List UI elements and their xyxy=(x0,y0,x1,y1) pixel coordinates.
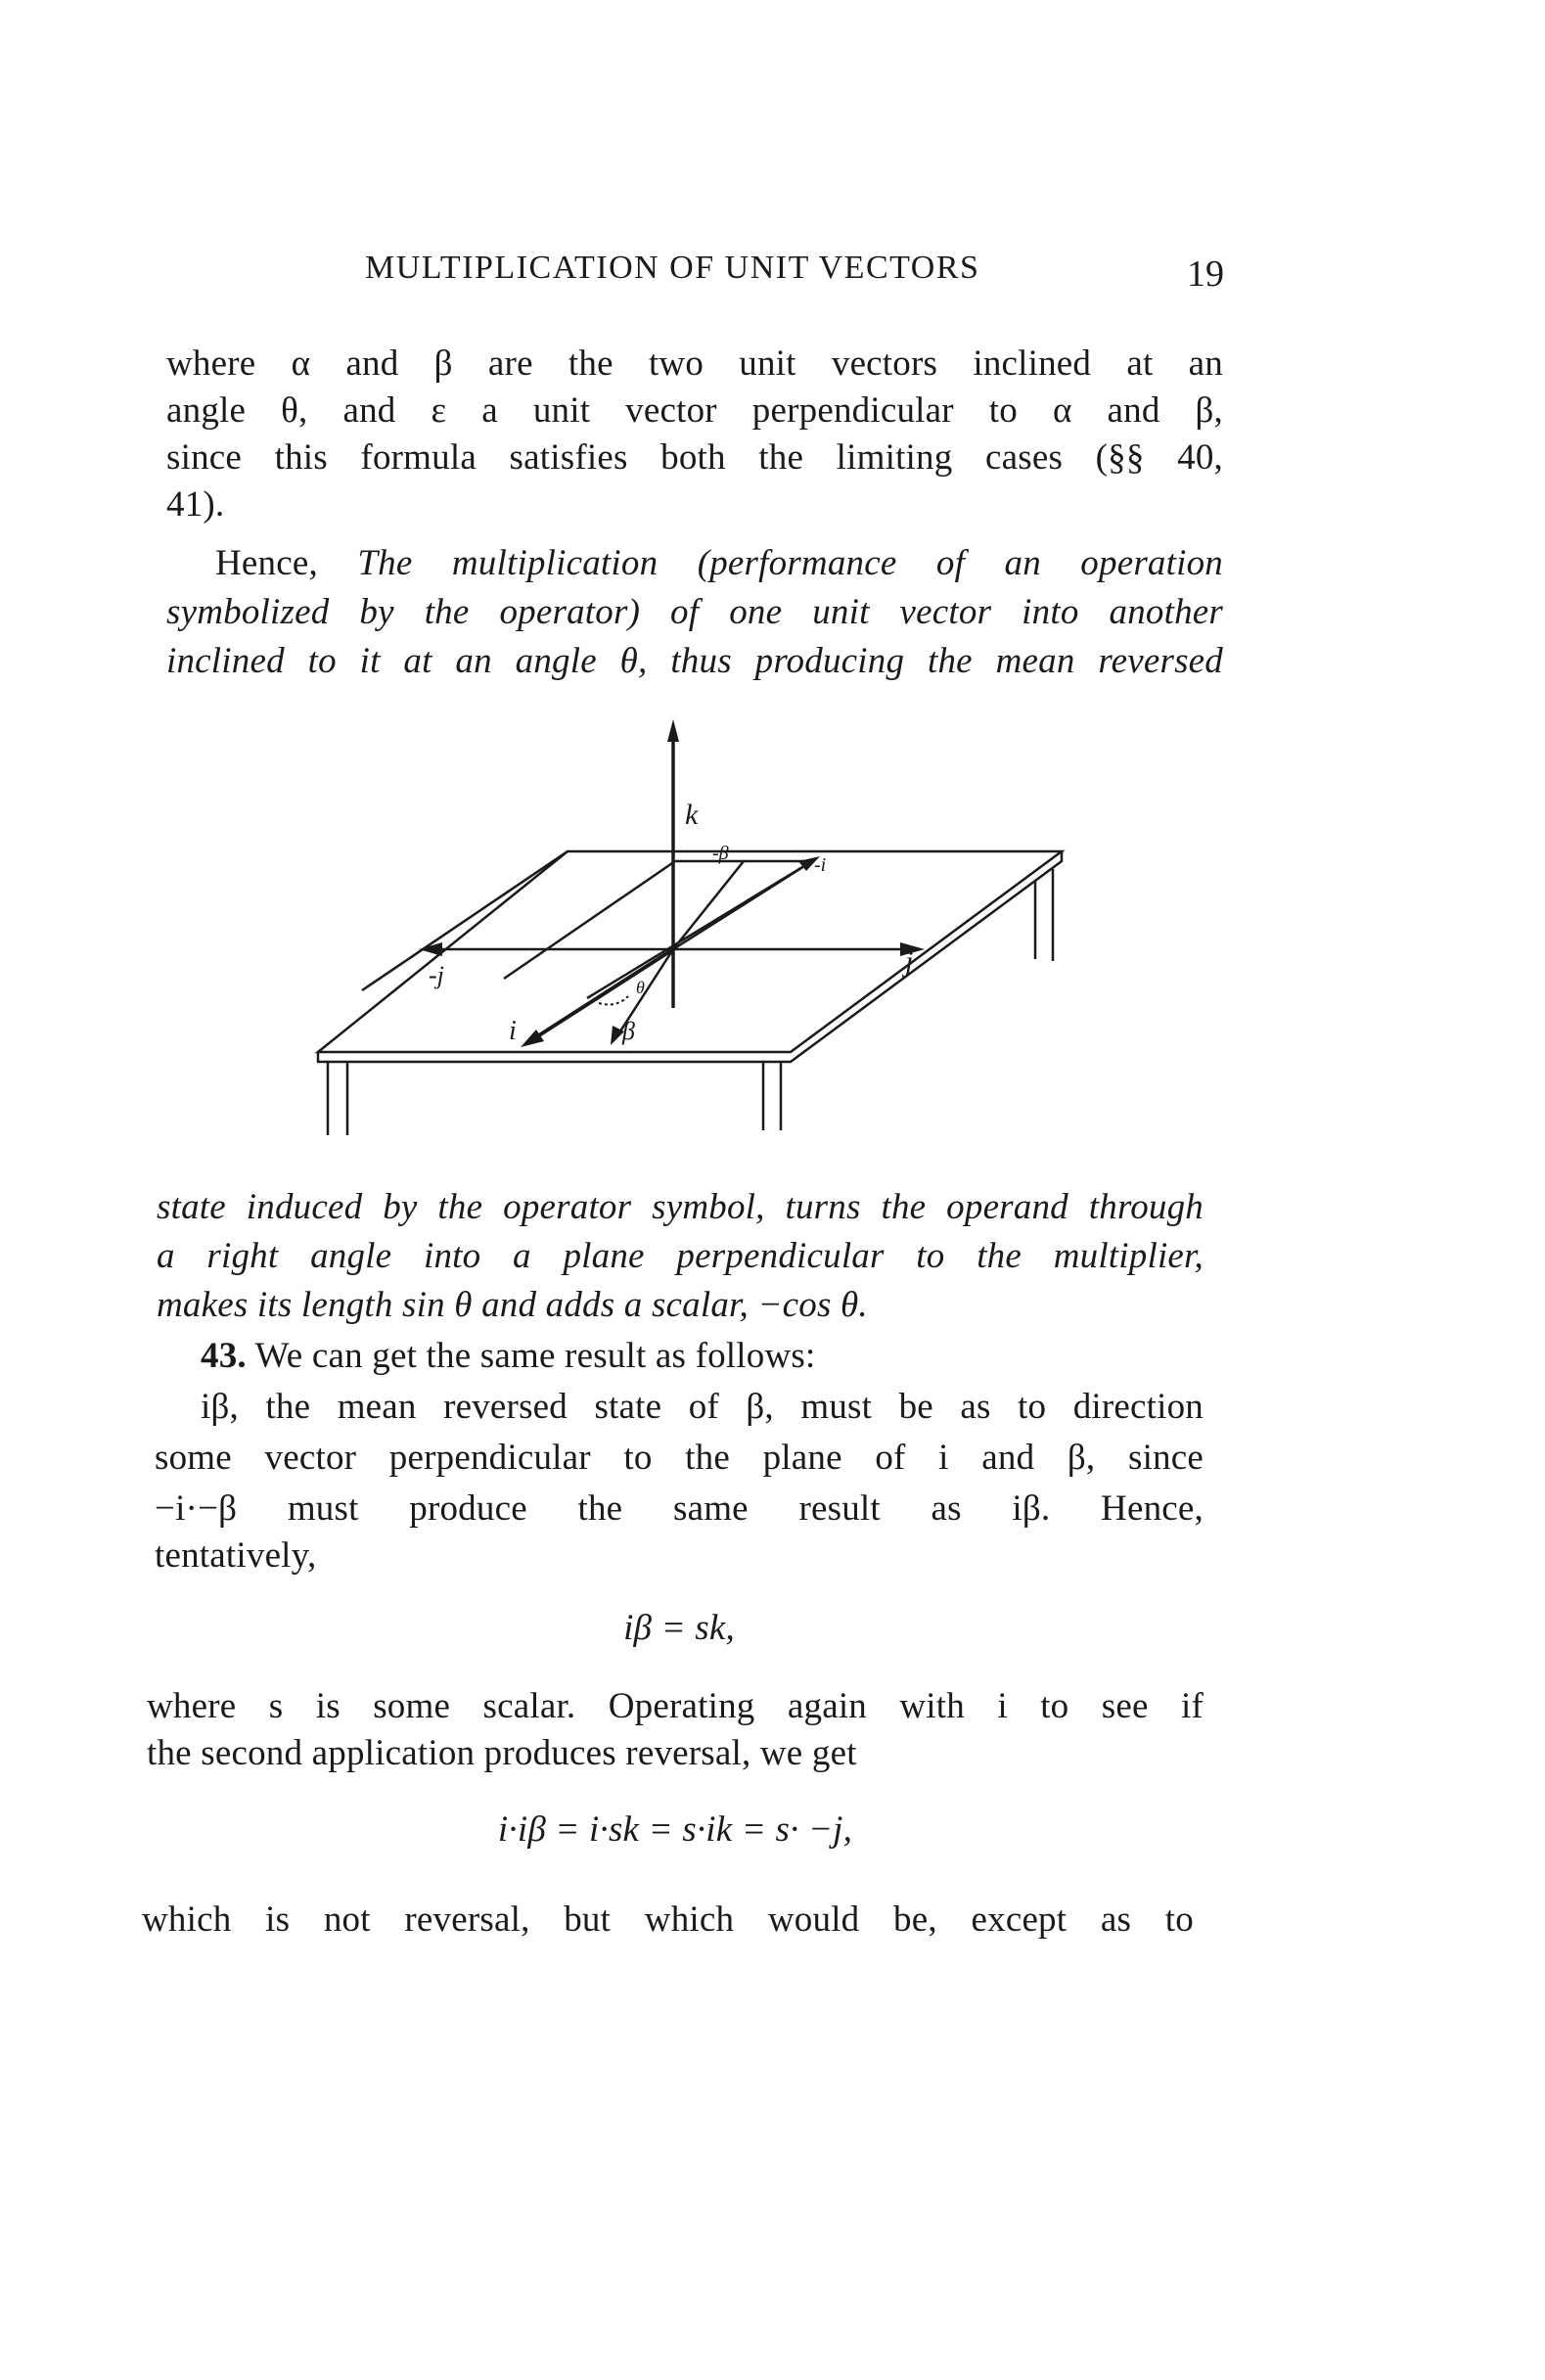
text-span: We can get the same result as follows: xyxy=(246,1336,816,1376)
label-minus-j: -j xyxy=(429,961,444,989)
text-line: the second application produces reversal, we get xyxy=(147,1733,857,1773)
text-italic: The multiplication (performance of an operation xyxy=(357,543,1223,583)
minus-i-line xyxy=(673,861,812,949)
text-line: some vector perpendicular to the plane of i and β, since xyxy=(155,1438,1204,1478)
text-line: tentatively, xyxy=(155,1535,317,1576)
table-far-edge xyxy=(362,851,568,990)
page-number: 19 xyxy=(1187,253,1224,295)
equation-2: i·iβ = i·sk = s·ik = s· −j, xyxy=(497,1809,853,1850)
text-line: since this formula satisfies both the limiting cases (§§ 40, xyxy=(166,437,1223,478)
text-line: 41). xyxy=(166,484,225,525)
text-line: where α and β are the two unit vectors inclined at an xyxy=(166,343,1223,384)
text-line: makes its length sin θ and adds a scalar, −cos θ. xyxy=(157,1285,868,1325)
label-i: i xyxy=(509,1016,517,1046)
text-line xyxy=(201,1333,1257,1380)
label-j: j xyxy=(905,945,914,978)
equation-1: iβ = sk, xyxy=(623,1608,735,1648)
page-header-title: MULTIPLICATION OF UNIT VECTORS xyxy=(365,250,980,286)
table-leg-front-right xyxy=(763,1062,781,1130)
text-line xyxy=(215,540,1223,587)
text-lead: Hence, xyxy=(215,543,358,583)
label-beta: β xyxy=(622,1017,635,1045)
text-line: where s is some scalar. Operating again with i to see if xyxy=(147,1686,1204,1726)
table-edge xyxy=(318,851,1062,1062)
k-arrowhead xyxy=(667,719,679,742)
label-minus-i: -i xyxy=(814,854,827,876)
minus-beta-line xyxy=(673,861,744,949)
table-leg-front-left xyxy=(328,1062,347,1135)
label-minus-beta: -β xyxy=(712,843,729,864)
theta-arc xyxy=(599,996,628,1004)
text-line: which is not reversal, but which would be, except as to xyxy=(142,1899,1194,1940)
section-number: 43. xyxy=(201,1336,247,1376)
vector-diagram xyxy=(313,714,1076,1145)
label-theta: θ xyxy=(636,978,645,997)
text-line: −i·−β must produce the same result as iβ. Hence, xyxy=(155,1488,1204,1529)
text-line: symbolized by the operator) of one unit vector into another xyxy=(166,592,1223,632)
beta-plane xyxy=(504,861,812,998)
text-line: inclined to it at an angle θ, thus producing the mean reversed xyxy=(166,641,1223,681)
label-k: k xyxy=(685,799,699,831)
text-line: state induced by the operator symbol, turns the operand through xyxy=(157,1187,1204,1227)
text-line: a right angle into a plane perpendicular to the multiplier, xyxy=(157,1236,1204,1276)
text-line: angle θ, and ε a unit vector perpendicular to α and β, xyxy=(166,390,1223,431)
table-leg-back-right xyxy=(1035,869,1053,961)
i-axis xyxy=(528,949,673,1042)
text-line: iβ, the mean reversed state of β, must be as to direction xyxy=(201,1387,1204,1427)
